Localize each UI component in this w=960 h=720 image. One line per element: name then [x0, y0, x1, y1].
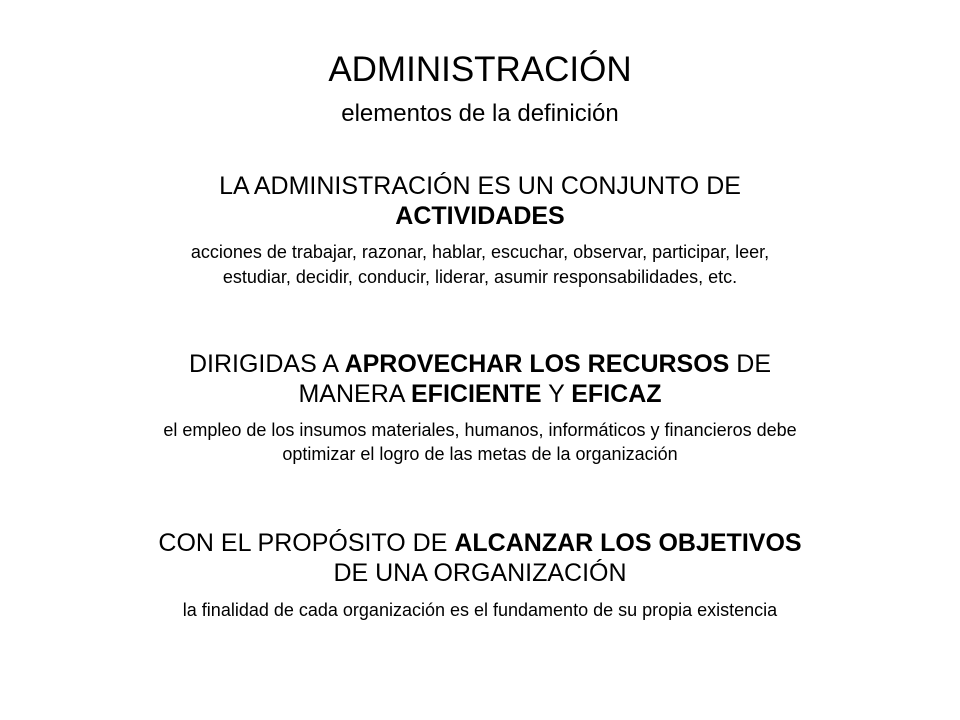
section-2-heading-prefix: DIRIGIDAS A [188, 350, 345, 378]
section-2-emphasis-eficaz: EFICAZ [571, 380, 662, 408]
slide-subtitle: elementos de la definición [341, 100, 619, 127]
section-3-emphasis-objetivos: ALCANZAR LOS OBJETIVOS [454, 529, 802, 557]
section-2-emphasis-eficiente: EFICIENTE [411, 380, 542, 408]
section-3-heading-prefix: CON EL PROPÓSITO DE [158, 529, 455, 557]
section-1-heading-line-1: LA ADMINISTRACIÓN ES UN CONJUNTO DE [219, 172, 741, 200]
section-2-heading-y: Y [541, 380, 572, 408]
slide-title: ADMINISTRACIÓN [328, 50, 632, 89]
section-2-heading-manera: MANERA [298, 380, 411, 408]
section-3-detail-line-1: la finalidad de cada organización es el fundamento de su propia existencia [182, 600, 778, 620]
section-2-heading-line-1 [0, 352, 960, 377]
section-2-heading-suffix: DE [729, 350, 772, 378]
section-1-heading-line-2 [0, 204, 960, 229]
section-3-heading-line-2: DE UNA ORGANIZACIÓN [333, 559, 627, 587]
section-1-detail-line-1: acciones de trabajar, razonar, hablar, escuchar, observar, participar, leer, [190, 242, 770, 262]
section-1-detail-line-2: estudiar, decidir, conducir, liderar, asumir responsabilidades, etc. [222, 267, 738, 287]
section-3-heading-line-1 [0, 531, 960, 556]
section-1-emphasis-actividades: ACTIVIDADES [395, 202, 565, 230]
section-2-detail-line-2: optimizar el logro de las metas de la organización [282, 444, 678, 464]
section-2-emphasis-recursos: APROVECHAR LOS RECURSOS [344, 350, 730, 378]
section-2-heading-line-2 [0, 382, 960, 407]
section-2-detail-line-1: el empleo de los insumos materiales, humanos, informáticos y financieros debe [163, 420, 797, 440]
